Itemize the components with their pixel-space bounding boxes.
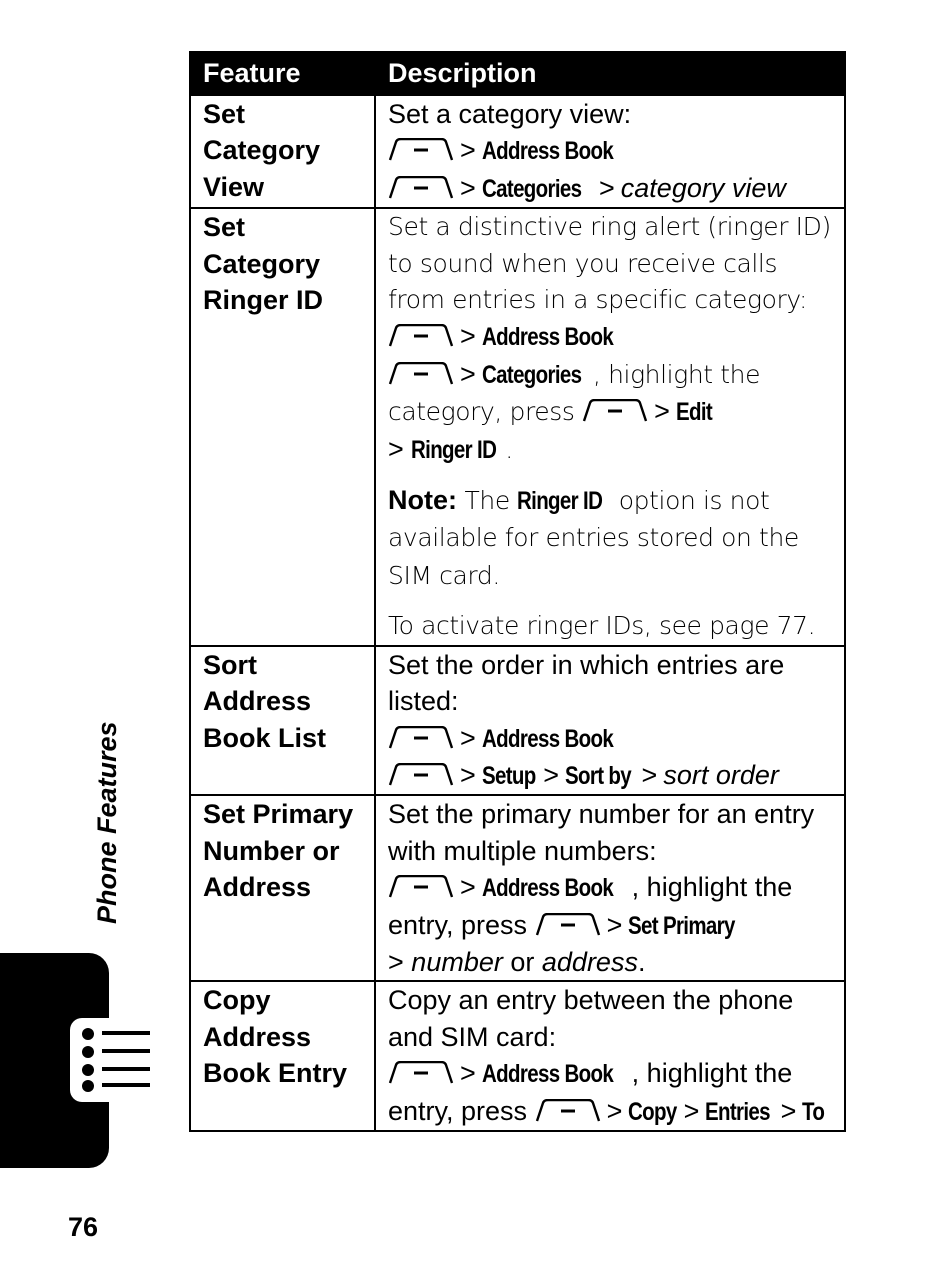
page-number: 76 <box>68 1212 99 1242</box>
menu-item: Address Book <box>481 874 613 903</box>
description-text: or <box>510 946 535 977</box>
menu-key-icon <box>388 726 454 750</box>
variable-text: category view <box>620 172 786 203</box>
feature-table <box>189 51 846 1132</box>
feature-cell: Copy Address Book Entry <box>190 981 375 1131</box>
table-row <box>190 95 845 208</box>
separator: > <box>780 1095 797 1126</box>
menu-item: Ringer ID <box>411 435 497 464</box>
menu-item: Entries <box>705 1097 771 1126</box>
description-cell <box>375 646 845 796</box>
feature-cell: Set Primary Number or Address <box>190 795 375 981</box>
note-label: Note: <box>388 485 457 516</box>
separator: > <box>460 759 476 790</box>
table-row <box>190 981 845 1131</box>
punctuation: . <box>505 434 513 464</box>
feature-cell: Sort Address Book List <box>190 646 375 796</box>
menu-item: Address Book <box>481 137 613 166</box>
table-row <box>190 795 845 981</box>
feature-cell: Set Category View <box>190 95 375 208</box>
description-text: , highlight the category, press <box>388 359 761 427</box>
separator: > <box>460 135 476 166</box>
separator: > <box>388 946 404 977</box>
menu-item: Address Book <box>481 724 613 753</box>
separator: > <box>543 759 560 790</box>
separator: > <box>460 321 476 352</box>
variable-text: address <box>541 946 638 977</box>
separator: > <box>641 759 658 790</box>
note-text: option is not available for entries stored on the SIM card. <box>388 486 799 590</box>
separator: > <box>388 433 404 464</box>
section-label: Phone Features <box>92 721 122 924</box>
separator: > <box>654 396 670 427</box>
separator: > <box>606 1095 623 1126</box>
activate-text: To activate ringer IDs, see page 77. <box>388 611 816 641</box>
menu-item: Address Book <box>481 1060 613 1089</box>
menu-item: Address Book <box>481 323 613 352</box>
description-text: , highlight the entry, press <box>388 1058 793 1126</box>
description-text: Set the primary number for an entry with multiple numbers: <box>388 799 815 866</box>
note-text: The <box>464 486 510 516</box>
description-cell <box>375 795 845 981</box>
menu-item: Categories <box>481 360 582 389</box>
menu-key-icon <box>388 875 454 899</box>
separator: > <box>606 909 623 940</box>
menu-item: Copy <box>628 1097 677 1126</box>
menu-item: Sort by <box>565 761 632 790</box>
menu-item: Edit <box>675 398 712 427</box>
separator: > <box>460 722 476 753</box>
menu-key-icon <box>388 763 454 787</box>
separator: > <box>460 358 476 389</box>
menu-key-icon <box>388 362 454 386</box>
menu-key-icon <box>535 913 601 937</box>
table-row <box>190 646 845 796</box>
description-cell <box>375 95 845 208</box>
variable-text: sort order <box>663 759 779 790</box>
menu-item: Setup <box>481 761 536 790</box>
punctuation: . <box>637 946 646 977</box>
menu-key-icon <box>388 176 454 200</box>
table-row <box>190 208 845 645</box>
description-cell <box>375 981 845 1131</box>
feature-column-header: Feature <box>190 52 375 95</box>
menu-item: Categories <box>481 174 582 203</box>
separator: > <box>460 872 476 903</box>
description-text: Set a category view: <box>388 99 632 129</box>
separator: > <box>599 172 615 203</box>
menu-key-icon <box>582 399 648 423</box>
description-text: Set the order in which entries are listed: <box>388 649 785 717</box>
description-cell <box>375 208 845 645</box>
menu-item: Ringer ID <box>517 487 603 516</box>
list-icon <box>76 1024 152 1096</box>
description-text: , highlight the entry, press <box>388 872 793 940</box>
menu-key-icon <box>388 1061 454 1085</box>
variable-text: number <box>411 946 503 977</box>
table-header-row <box>190 52 845 95</box>
menu-key-icon <box>535 1099 601 1123</box>
separator: > <box>460 1058 476 1089</box>
menu-key-icon <box>388 138 454 162</box>
feature-cell: Set Category Ringer ID <box>190 208 375 645</box>
description-text: Set a distinctive ring alert (ringer ID) to sound when you receive calls from entries in a specific category: <box>388 212 831 315</box>
description-column-header: Description <box>375 52 845 95</box>
menu-item: To <box>802 1097 825 1126</box>
menu-item: Set Primary <box>628 911 736 940</box>
menu-key-icon <box>388 324 454 348</box>
separator: > <box>683 1095 700 1126</box>
separator: > <box>460 172 476 203</box>
description-text: Copy an entry between the phone and SIM card: <box>388 985 794 1052</box>
